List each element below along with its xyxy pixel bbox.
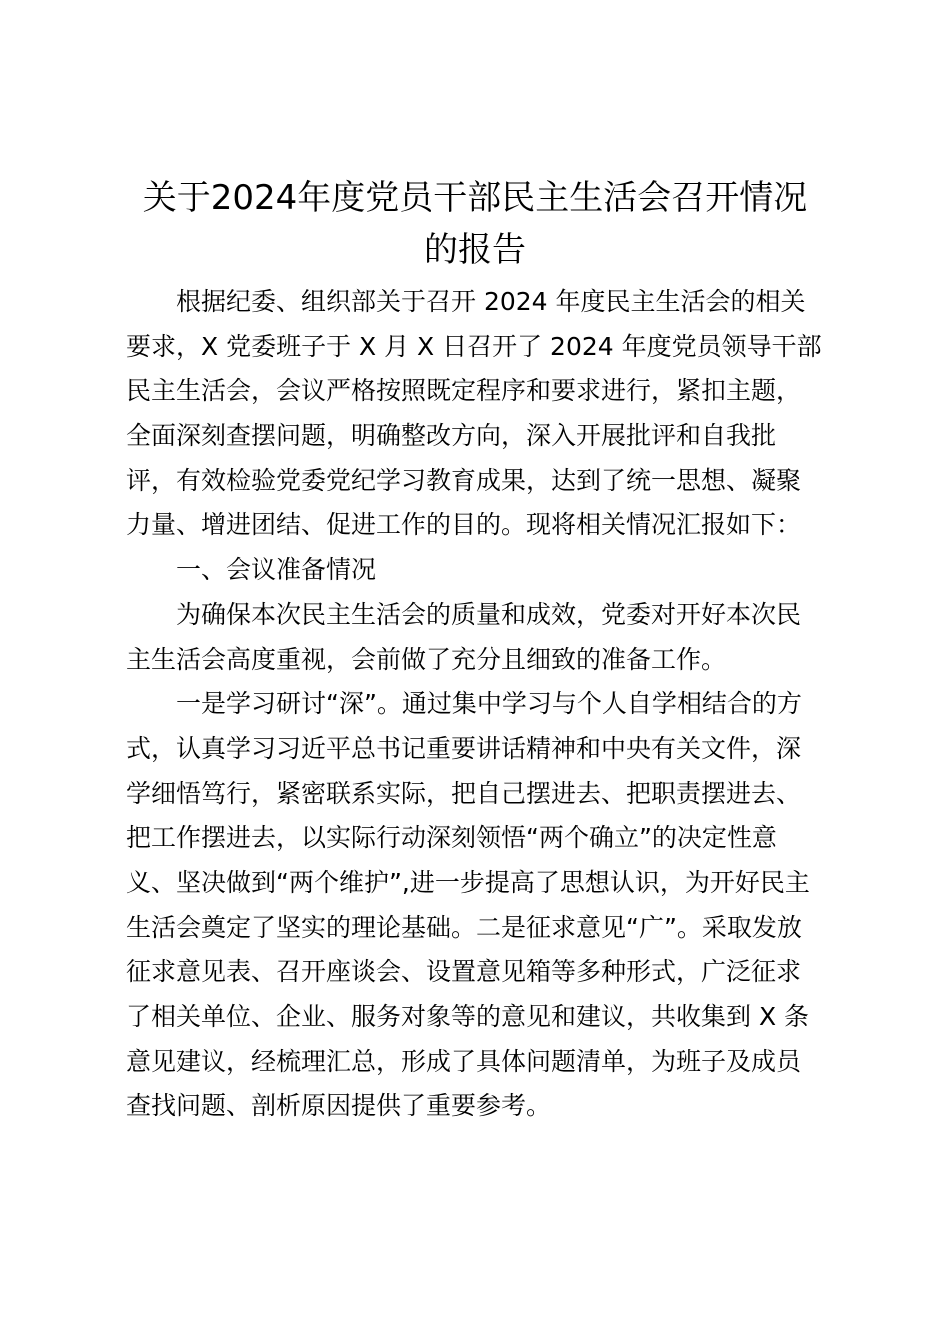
text-line: 式，认真学习习近平总书记重要讲话精神和中央有关文件，深 — [126, 733, 802, 763]
text-line: 民主生活会，会议严格按照既定程序和要求进行，紧扣主题， — [126, 376, 802, 406]
text-line: 意见建议，经梳理汇总，形成了具体问题清单，为班子及成员 — [126, 1046, 802, 1076]
text-line: 评，有效检验党委党纪学习教育成果，达到了统一思想、凝聚 — [126, 465, 802, 495]
document-title — [110, 172, 840, 276]
text-line: 一、会议准备情况 — [176, 555, 377, 585]
text-line: 把工作摆进去，以实际行动深刻领悟“两个确立”的决定性意 — [126, 823, 777, 853]
title-line-1: 关于2024年度党员干部民主生活会召开情况 — [142, 178, 808, 218]
text-line: 一是学习研讨“深”。通过集中学习与个人自学相结合的方 — [176, 689, 802, 719]
text-line: 力量、增进团结、促进工作的目的。现将相关情况汇报如下： — [126, 510, 802, 540]
document-body — [126, 280, 826, 1129]
text-line: 征求意见表、召开座谈会、设置意见箱等多种形式，广泛征求 — [126, 957, 802, 987]
text-line: 主生活会高度重视，会前做了充分且细致的准备工作。 — [126, 644, 727, 674]
text-line: 为确保本次民主生活会的质量和成效，党委对开好本次民 — [176, 599, 802, 629]
title-line-2: 的报告 — [424, 230, 526, 270]
text-line: 查找问题、剖析原因提供了重要参考。 — [126, 1091, 552, 1121]
text-line: 生活会奠定了坚实的理论基础。二是征求意见“广”。采取发放 — [126, 912, 802, 942]
text-line: 全面深刻查摆问题，明确整改方向，深入开展批评和自我批 — [126, 421, 777, 451]
text-line: 义、坚决做到“两个维护”,进一步提高了思想认识，为开好民主 — [126, 867, 810, 897]
text-line: 了相关单位、企业、服务对象等的意见和建议，共收集到 X 条 — [126, 1002, 810, 1031]
text-line: 要求，X 党委班子于 X 月 X 日召开了 2024 年度党员领导干部 — [126, 331, 822, 361]
text-line: 根据纪委、组织部关于召开 2024 年度民主生活会的相关 — [176, 287, 806, 316]
text-line: 学细悟笃行，紧密联系实际，把自己摆进去、把职责摆进去、 — [126, 778, 802, 808]
